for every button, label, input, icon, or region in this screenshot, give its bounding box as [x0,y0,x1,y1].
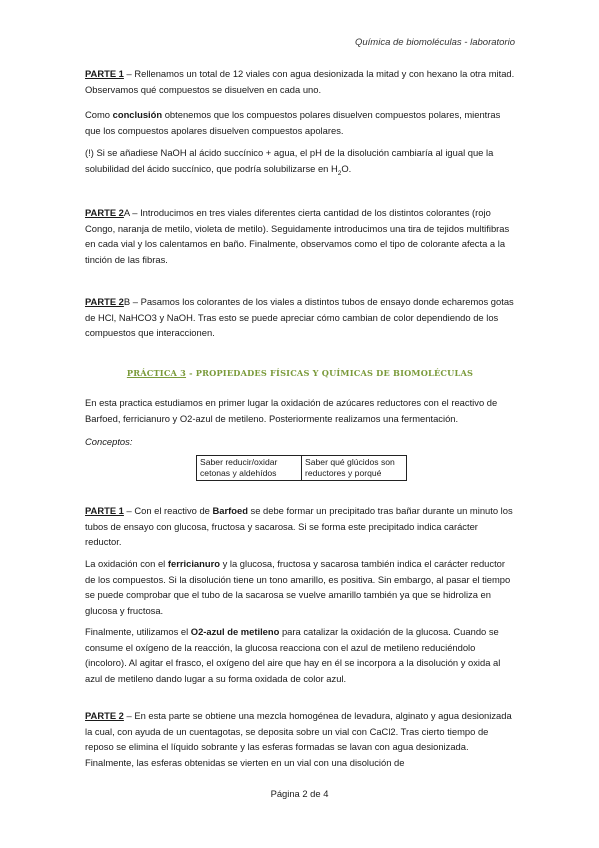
section-title-text: - PROPIEDADES FÍSICAS Y QUÍMICAS DE BIOMOLÉCULAS [186,368,474,378]
paragraph-parte-1 [85,66,515,97]
paragraph-note [85,145,515,181]
ferricianuro-pre: La oxidación con el [85,558,168,569]
parte-2a-suffix: A [123,207,130,218]
parte-2a-text: – Introducimos en tres viales diferentes cierta cantidad de los distintos colorantes (rojo Congo, naranja de metilo, violeta de metilo). Seguidamente introducimos una tira de tejidos multifibras en cada vial y los calentamos en baño. Finalmente, observamos como el tipo de colorante afecta a la tinción de las fibras. [85,207,510,265]
azul-pre: Finalmente, utilizamos el [85,626,191,637]
concepts-cell-1: Saber reducir/oxidar cetonas y aldehídos [197,456,302,481]
concepts-table [196,455,407,481]
intro-text: En esta practica estudiamos en primer lugar la oxidación de azúcares reductores con el reactivo de Barfoed, ferricianuro y O2-azul de metileno. Posteriormente realizamos una fermentación. [85,397,498,424]
paragraph-ferricianuro [85,556,515,618]
parte-1-label: PARTE 1 [85,68,124,79]
p3-parte-1-bold: Barfoed [212,505,248,516]
parte-2b-label-main: PARTE 2 [85,296,124,307]
parte-1-text: – Rellenamos un total de 12 viales con agua desionizada la mitad y con hexano la otra mitad. Observamos qué compuestos se disuelven en cada uno. [85,68,515,95]
ferricianuro-post: y la glucosa, fructosa y sacarosa también indica el carácter reductor de los compuestos. Si la disolución tiene un tono amarillo, es positiva. Sin embargo, al pasar el tiempo se puede comprobar que el tubo de la sacarosa se vuelve amarillo también ya que se hidroliza en glucosa y fructosa. [85,558,511,616]
paragraph-azul-metileno [85,624,515,686]
paragraph-parte-2b [85,294,515,341]
conclusion-bold: conclusión [112,109,163,120]
p3-parte-2-text: – En esta parte se obtiene una mezcla homogénea de levadura, alginato y agua desionizada la cual, con ayuda de un cuentagotas, se deposita sobre un vial con CaCl2. Tras cierto tiempo de reposo se elimina el líquido sobrante y las esferas formadas se lavan con agua desionizada. Finalmente, las esferas obtenidas se vierten en un vial con una disolución de [85,710,512,768]
page-number: Página 2 de 4 [270,788,329,799]
p3-parte-2-label: PARTE 2 [85,710,124,721]
paragraph-parte-2a [85,205,515,267]
conclusion-post: obtenemos que los compuestos polares disuelven compuestos polares, mientras que los compuestos apolares disuelven compuestos apolares. [85,109,501,136]
concepts-cell-2: Saber qué glúcidos son reductores y porqué [302,456,407,481]
concepts-label: Conceptos: [85,436,133,447]
paragraph-p3-parte-1 [85,503,515,550]
section-number: PRÁCTICA 3 [126,368,187,378]
p3-parte-1-post: se debe formar un precipitado tras bañar durante un minuto los tubos de ensayo con glucosa, fructosa y sacarosa. Si se forma este precipitado indica carácter reductor. [85,505,513,547]
page-header: Química de biomoléculas - laboratorio [355,37,515,48]
paragraph-conclusion [85,107,515,138]
azul-bold: O2-azul de metileno [190,626,280,637]
note-text: (!) Si se añadiese NaOH al ácido succínico + agua, el pH de la disolución cambiaría al igual que la solubilidad del ácido succínico, que podría solubilizarse en H [85,147,494,174]
paragraph-p3-parte-2 [85,708,515,770]
conclusion-pre: Como [85,109,113,120]
parte-2b-suffix: B [123,296,131,307]
p3-parte-1-pre: – Con el reactivo de [123,505,213,516]
parte-2a-label-main: PARTE 2 [85,207,124,218]
concepts-row [197,456,407,481]
section-title-practica-3 [85,368,515,378]
note-subscript: 2 [337,169,342,177]
ferricianuro-bold: ferricianuro [167,558,220,569]
note-end: O. [341,162,352,174]
parte-2b-label [85,296,124,307]
p3-parte-1-label: PARTE 1 [85,505,124,516]
parte-2a-label [85,207,124,218]
paragraph-intro-practica-3 [85,395,515,426]
parte-2b-text: – Pasamos los colorantes de los viales a distintos tubos de ensayo donde echaremos gotas de HCl, NaHCO3 y NaOH. Tras esto se puede apreciar cómo cambian de color dependiendo de los compuestos que interaccionen. [85,296,514,338]
azul-post: para catalizar la oxidación de la glucosa. Cuando se consume el oxígeno de la reacción, la glucosa reacciona con el azul de metileno reduciéndolo (incoloro). Al agitar el frasco, el oxígeno del aire que hay en él se incorpora a la disolución y oxida al azul de metileno dando lugar a su forma oxidada de color azul. [85,626,501,684]
